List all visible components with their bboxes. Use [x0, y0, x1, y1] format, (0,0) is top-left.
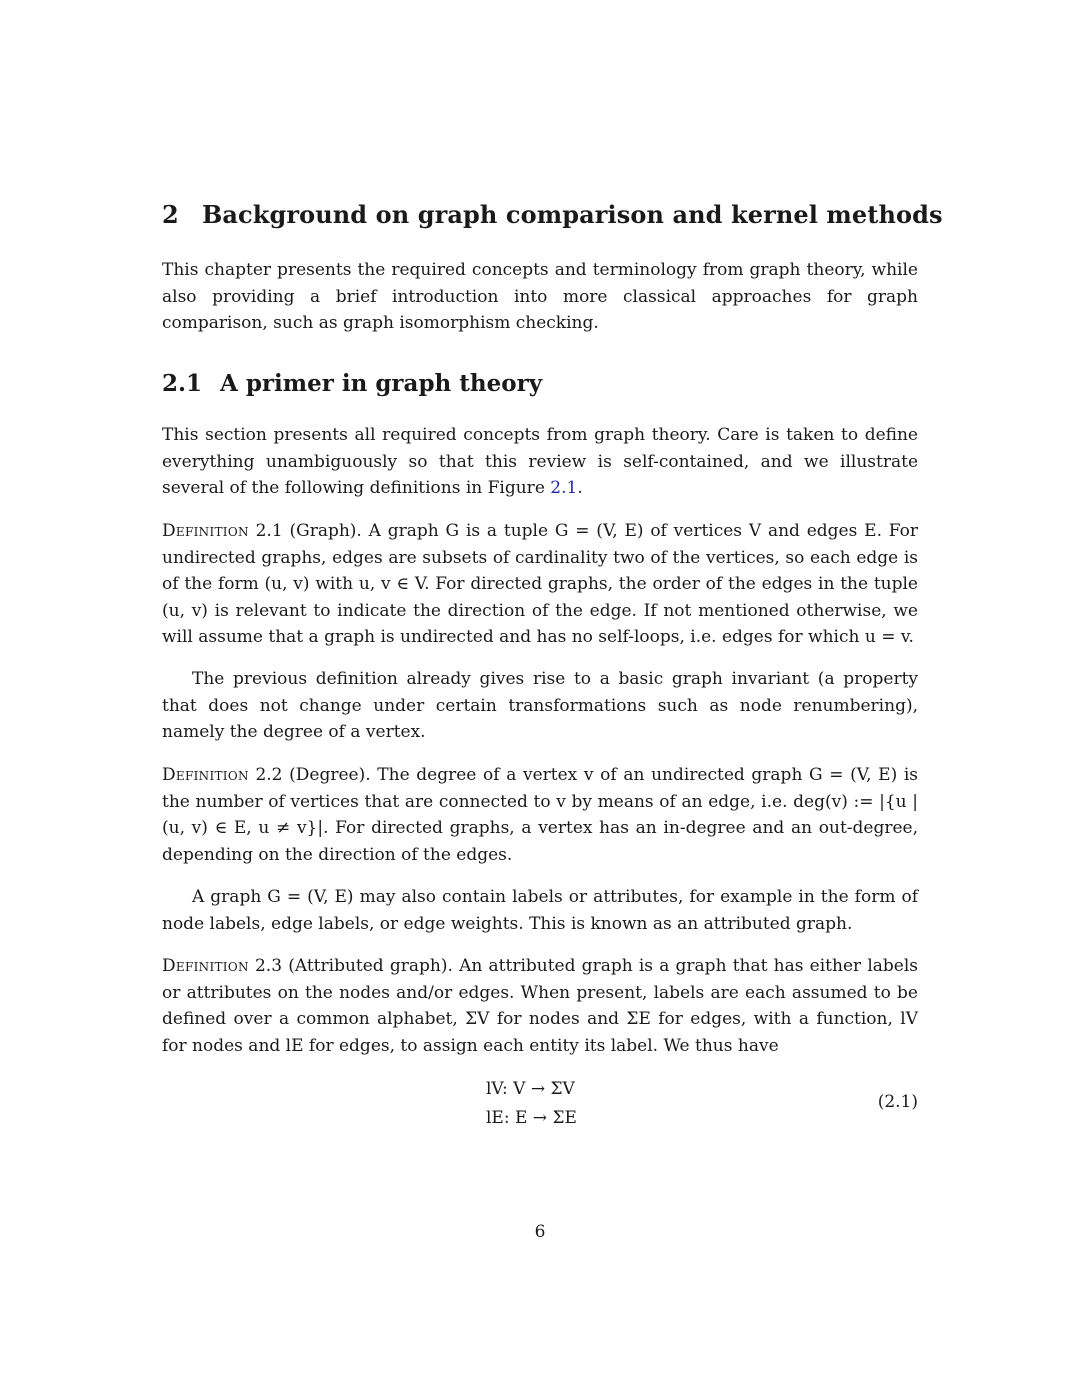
equation-number: (2.1): [877, 1092, 918, 1112]
attributes-paragraph: A graph G = (V, E) may also contain labels or attributes, for example in the form of node labels, edge labels, or edge weights. This is known as an attributed graph.: [162, 887, 918, 934]
equation-lines: [486, 1075, 577, 1133]
definition-label: Definition: [162, 956, 249, 976]
definition-text: An attributed graph is a graph that has either labels or attributes on the nodes and/or edges. When present, labels are each assumed to be defined over a common alphabet, ΣV for nodes and ΣE for edges, with a function, lV for nodes and lE for edges, to assign each entity its label. We thus have: [162, 956, 919, 1056]
chapter-number: 2: [162, 200, 179, 229]
definition-name: (Attributed graph).: [288, 956, 453, 976]
chapter-intro: This chapter presents the required concepts and terminology from graph theory, while also providing a brief introduction into more classical approaches for graph comparison, such as graph isomorphism checking.: [162, 260, 918, 333]
degree-intro-paragraph: The previous definition already gives rise to a basic graph invariant (a property that does not change under certain transformations such as node renumbering), namely the degree of a vertex.: [162, 669, 918, 742]
definition-attributed-graph: [162, 953, 918, 1059]
definition-number: 2.3: [254, 956, 283, 976]
definition-graph: [162, 518, 918, 651]
equation-line-edges: lE: E → ΣE: [486, 1108, 577, 1128]
definition-name: (Degree).: [289, 765, 371, 785]
definition-label: Definition: [162, 765, 249, 785]
chapter-title: Background on graph comparison and kernel methods: [202, 200, 943, 229]
section-title: A primer in graph theory: [220, 370, 543, 397]
equation-block: [162, 1075, 918, 1137]
definition-number: 2.2: [255, 765, 283, 785]
figure-link[interactable]: 2.1: [550, 478, 578, 498]
definition-name: (Graph).: [289, 521, 362, 541]
section-number: 2.1: [162, 370, 203, 397]
section-heading: [162, 370, 918, 397]
equation-line-nodes: lV: V → ΣV: [486, 1079, 575, 1099]
section-intro-end: .: [577, 478, 583, 498]
page-number: 6: [534, 1222, 546, 1242]
definition-number: 2.1: [255, 521, 283, 541]
section-intro-text: This section presents all required concepts from graph theory. Care is taken to define everything unambiguously so that this review is self-contained, and we illustrate several of the following definitions in Figure: [162, 425, 918, 498]
definition-label: Definition: [162, 521, 249, 541]
section-intro-paragraph: [162, 422, 918, 502]
definition-text: A graph G is a tuple G = (V, E) of vertices V and edges E. For undirected graphs, edges are subsets of cardinality two of the vertices, so each edge is of the form (u, v) with u, v ∈ V. For directed graphs, the order of the edges in the tuple (u, v) is relevant to indicate the direction of the edge. If not mentioned otherwise, we will assume that a graph is undirected and has no self-loops, i.e. edges for which u = v.: [162, 521, 919, 647]
definition-text: The degree of a vertex v of an undirected graph G = (V, E) is the number of vertices that are connected to v by means of an edge, i.e. deg(v) := |{u | (u, v) ∈ E, u ≠ v}|. For directed graphs, a vertex has an in-degree and an out-degree, depending on the direction of the edges.: [162, 765, 919, 865]
chapter-heading: [162, 200, 943, 229]
definition-degree: [162, 762, 918, 868]
